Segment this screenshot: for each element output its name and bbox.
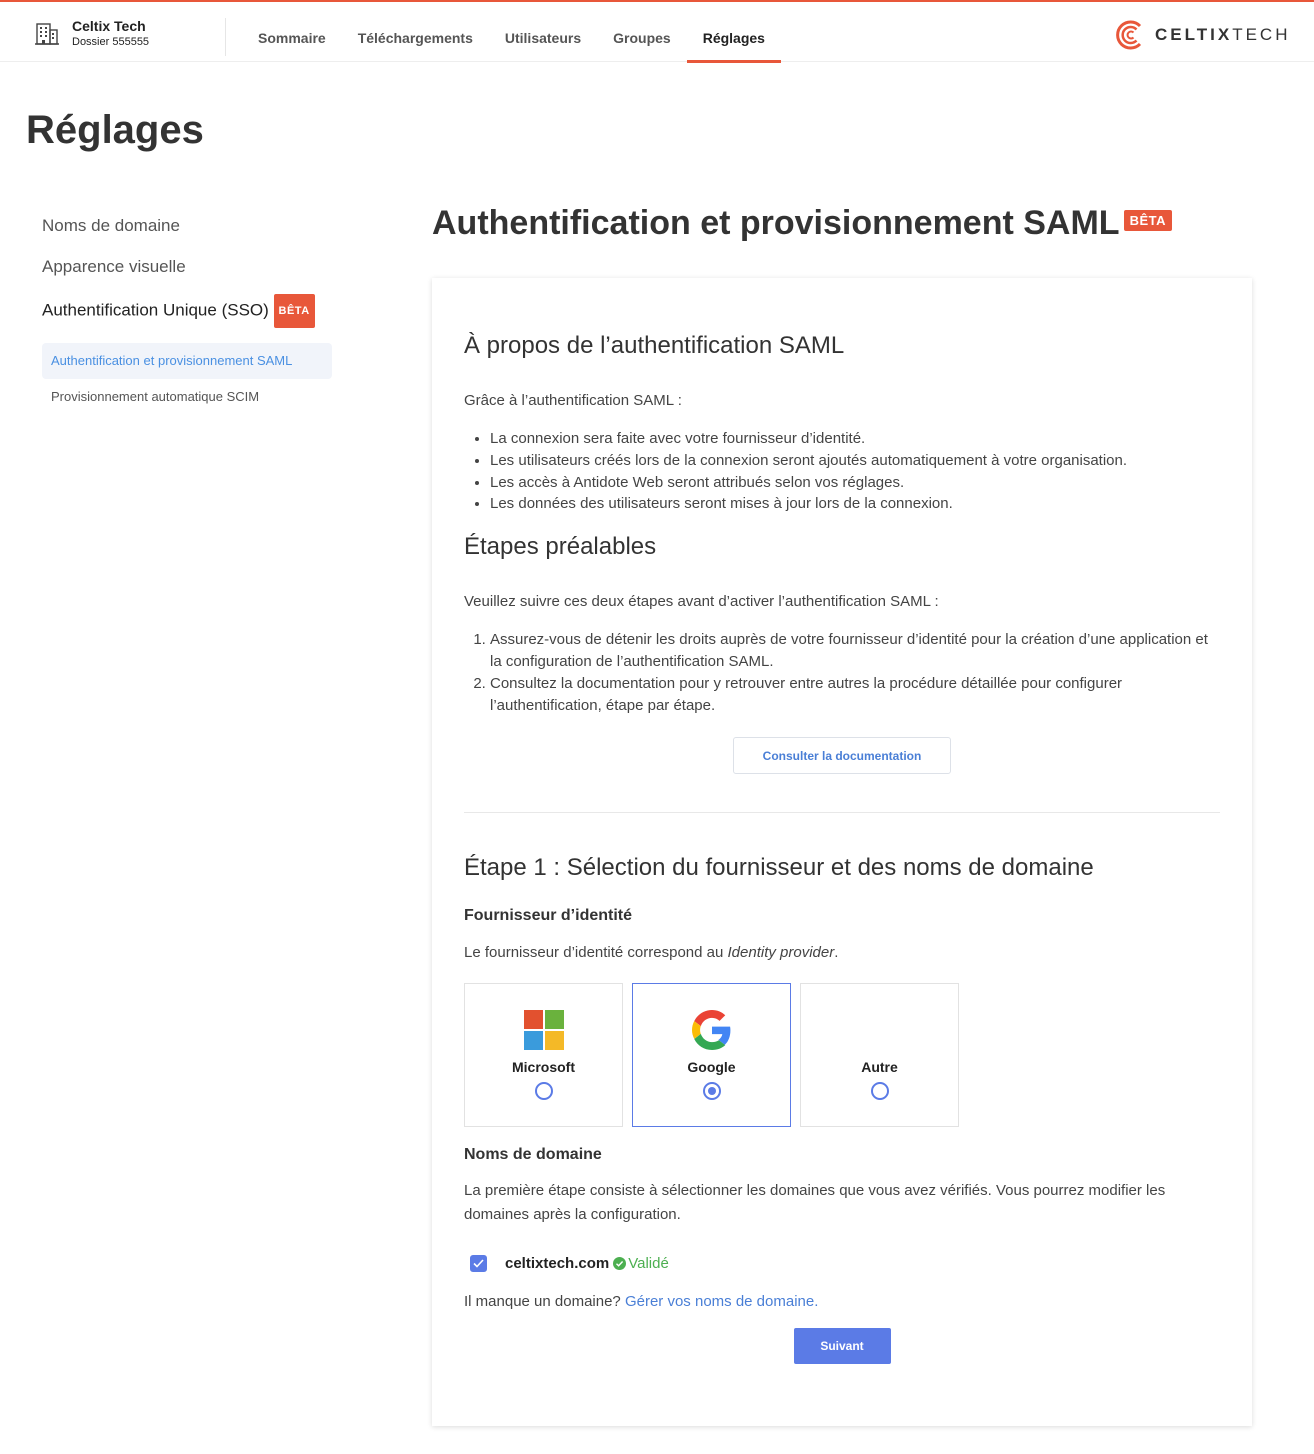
nav-sommaire[interactable]: Sommaire — [258, 30, 326, 46]
domains-heading: Noms de domaine — [464, 1146, 602, 1164]
sidebar-item-sso-label: Authentification Unique (SSO) — [42, 300, 269, 320]
sidebar-item-domain-names[interactable]: Noms de domaine — [42, 216, 180, 235]
sidebar-item-sso[interactable] — [42, 294, 332, 335]
consult-documentation-button[interactable]: Consulter la documentation — [733, 737, 951, 774]
section-divider — [464, 812, 1220, 813]
provider-label: Microsoft — [512, 1059, 575, 1076]
building-icon — [34, 21, 60, 47]
provider-radio-microsoft[interactable] — [535, 1082, 553, 1100]
section-title-text: Authentification et provisionnement SAML — [432, 204, 1120, 242]
nav-groupes[interactable]: Groupes — [613, 30, 671, 46]
check-circle-icon — [613, 1257, 626, 1270]
domain-checkbox[interactable] — [470, 1255, 487, 1272]
provider-other[interactable] — [800, 983, 959, 1127]
about-intro: Grâce à l’authentification SAML : — [464, 392, 682, 409]
checkmark-icon — [473, 1259, 484, 1268]
provider-google[interactable] — [632, 983, 791, 1127]
organization-info — [34, 18, 149, 49]
domain-status — [613, 1255, 669, 1272]
list-item: • Les utilisateurs créés lors de la connexion seront ajoutés automatiquement à votre organisation. — [490, 450, 1220, 472]
domain-name: celtixtech.com — [505, 1254, 610, 1272]
header-divider — [225, 18, 226, 56]
celtixtech-logo-icon — [1114, 18, 1148, 52]
domain-status-label: Validé — [628, 1254, 669, 1272]
nav-utilisateurs[interactable]: Utilisateurs — [504, 30, 582, 46]
google-logo-icon — [692, 1010, 732, 1050]
domains-description: La première étape consiste à sélectionner les domaines que vous avez vérifiés. Vous pourrez modifier les domaines après la configuration. — [464, 1182, 1166, 1224]
brand-name: CELTIXTECH — [1155, 25, 1291, 44]
provider-radio-other[interactable] — [871, 1082, 889, 1100]
microsoft-logo-icon — [524, 1010, 564, 1050]
identity-provider-options — [464, 983, 1220, 1127]
nav-reglages[interactable]: Réglages — [687, 2, 781, 62]
prereq-heading: Étapes préalables — [464, 533, 657, 561]
beta-badge: BÊTA — [1124, 210, 1172, 231]
list-item: • Les données des utilisateurs seront mises à jour lors de la connexion. — [490, 493, 1220, 515]
idp-description: Le fournisseur d’identité correspond au Identity provider. — [464, 944, 839, 962]
list-item: 2. Consultez la documentation pour y retrouver entre autres la procédure détaillée pour configurer l’authentification, étape par étape. — [490, 673, 1220, 717]
step1-heading: Étape 1 : Sélection du fournisseur et des noms de domaine — [464, 854, 1094, 882]
next-button[interactable]: Suivant — [794, 1328, 891, 1364]
provider-label: Google — [687, 1059, 736, 1076]
provider-microsoft[interactable] — [464, 983, 623, 1127]
brand-logo[interactable] — [1114, 18, 1290, 52]
list-item: • Les accès à Antidote Web seront attribués selon vos réglages. — [490, 472, 1220, 494]
org-folder: Dossier 555555 — [72, 36, 150, 48]
top-bar — [0, 0, 1314, 62]
list-item: 1. Assurez-vous de détenir les droits auprès de votre fournisseur d’identité pour la création d’une application et la configuration de l’authentification SAML. — [490, 629, 1220, 673]
page-title: Réglages — [26, 108, 204, 152]
domain-row — [464, 1250, 1220, 1276]
main-nav — [242, 2, 781, 62]
saml-settings-card — [432, 278, 1252, 1426]
provider-radio-google[interactable] — [703, 1082, 721, 1100]
about-list — [490, 428, 1220, 515]
beta-badge: BÊTA — [274, 294, 315, 328]
list-item: • La connexion sera faite avec votre fournisseur d’identité. — [490, 428, 1220, 450]
about-heading: À propos de l’authentification SAML — [464, 332, 845, 359]
provider-label: Autre — [861, 1059, 898, 1076]
prereq-steps — [490, 629, 1220, 716]
manage-domains-link[interactable]: Gérer vos noms de domaine. — [624, 1293, 819, 1311]
sidebar-item-visual-appearance[interactable]: Apparence visuelle — [42, 257, 186, 276]
prereq-intro: Veuillez suivre ces deux étapes avant d’activer l’authentification SAML : — [464, 593, 939, 611]
sidebar-subitem-saml[interactable]: Authentification et provisionnement SAML — [42, 343, 332, 379]
section-title — [432, 204, 1172, 243]
org-name: Celtix Tech — [72, 18, 146, 34]
nav-telechargements[interactable]: Téléchargements — [357, 30, 473, 46]
missing-domain-note: Il manque un domaine? Gérer vos noms de domaine. — [464, 1293, 819, 1311]
settings-sidebar — [42, 212, 332, 415]
idp-heading: Fournisseur d’identité — [464, 907, 633, 925]
sidebar-subitem-scim[interactable]: Provisionnement automatique SCIM — [51, 389, 260, 404]
